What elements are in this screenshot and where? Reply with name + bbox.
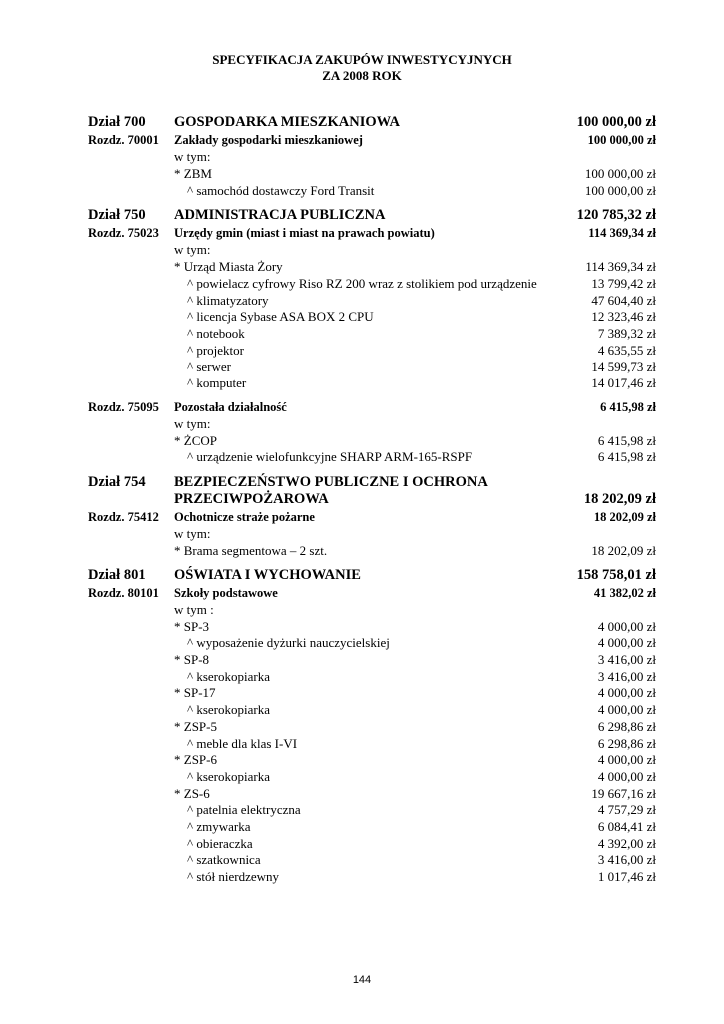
item-row — [0, 182, 724, 199]
row-label: w tym: — [174, 149, 211, 164]
item-row — [0, 668, 724, 685]
row-label: * ŻCOP — [174, 433, 217, 448]
including-row — [0, 525, 724, 542]
row-label: ^ urządzenie wielofunkcyjne SHARP ARM-165-RSPF — [187, 449, 473, 464]
item-row — [0, 835, 724, 852]
row-label: ^ stół nierdzewny — [187, 869, 280, 884]
item-row — [0, 448, 724, 465]
document-title — [0, 52, 724, 84]
row-label: ^ meble dla klas I-VI — [187, 736, 298, 751]
unit-row — [0, 651, 724, 668]
row-label: w tym: — [174, 242, 211, 257]
unit-row — [0, 718, 724, 735]
unit-row — [0, 542, 724, 559]
row-amount: 100 000,00 zł — [584, 166, 656, 181]
row-label: ^ klimatyzatory — [187, 293, 269, 308]
row-amount: 6 415,98 zł — [600, 400, 656, 414]
classification-code: Rozdz. 75095 — [88, 400, 159, 414]
chapter-row — [0, 585, 724, 602]
classification-code: Rozdz. 75412 — [88, 510, 159, 524]
row-label: Urzędy gmin (miast i miast na prawach powiatu) — [174, 226, 435, 240]
row-label: Szkoły podstawowe — [174, 586, 278, 600]
row-amount: 1 017,46 zł — [597, 869, 656, 884]
item-row — [0, 275, 724, 292]
row-label: * ZSP-6 — [174, 752, 217, 767]
row-amount: 7 389,32 zł — [597, 326, 656, 341]
row-label: w tym : — [174, 602, 214, 617]
unit-row — [0, 618, 724, 635]
title-line-1: SPECYFIKACJA ZAKUPÓW INWESTYCYJNYCH — [212, 52, 512, 67]
unit-row — [0, 751, 724, 768]
classification-code: Dział 801 — [88, 567, 146, 583]
row-amount: 18 202,09 zł — [591, 543, 656, 558]
row-label: * ZBM — [174, 166, 212, 181]
row-amount: 100 000,00 zł — [584, 183, 656, 198]
item-row — [0, 374, 724, 391]
chapter-row — [0, 225, 724, 242]
item-row — [0, 801, 724, 818]
row-label: ^ serwer — [187, 359, 231, 374]
row-amount: 4 635,55 zł — [597, 343, 656, 358]
row-amount: 19 667,16 zł — [591, 786, 656, 801]
row-amount: 3 416,00 zł — [597, 852, 656, 867]
row-amount: 41 382,02 zł — [593, 586, 656, 600]
row-amount: 12 323,46 zł — [591, 309, 656, 324]
row-amount: 18 202,09 zł — [583, 491, 656, 507]
item-row — [0, 292, 724, 309]
row-label: ^ zmywarka — [187, 819, 251, 834]
row-amount: 4 000,00 zł — [597, 752, 656, 767]
row-label: * SP-17 — [174, 685, 216, 700]
unit-row — [0, 432, 724, 449]
row-amount: 47 604,40 zł — [591, 293, 656, 308]
item-row — [0, 818, 724, 835]
row-label: ^ powielacz cyfrowy Riso RZ 200 wraz z stolikiem pod urządzenie — [187, 276, 537, 291]
row-amount: 6 298,86 zł — [597, 719, 656, 734]
row-label: ^ szatkownica — [187, 852, 261, 867]
row-amount: 6 415,98 zł — [597, 449, 656, 464]
section-row — [0, 114, 724, 131]
classification-code: Rozdz. 80101 — [88, 586, 159, 600]
chapter-row — [0, 399, 724, 416]
row-label: Zakłady gospodarki mieszkaniowej — [174, 133, 363, 147]
row-amount: 120 785,32 zł — [576, 207, 656, 223]
chapter-row — [0, 132, 724, 149]
row-amount: 3 416,00 zł — [597, 669, 656, 684]
row-amount: 3 416,00 zł — [597, 652, 656, 667]
row-label: * Brama segmentowa – 2 szt. — [174, 543, 328, 558]
row-amount: 6 298,86 zł — [597, 736, 656, 751]
row-amount: 114 369,34 zł — [585, 259, 656, 274]
including-row — [0, 601, 724, 618]
row-amount: 4 000,00 zł — [597, 685, 656, 700]
row-amount: 14 599,73 zł — [591, 359, 656, 374]
row-label: * ZS-6 — [174, 786, 210, 801]
row-label: w tym: — [174, 526, 211, 541]
row-amount: 4 000,00 zł — [597, 635, 656, 650]
classification-code: Rozdz. 70001 — [88, 133, 159, 147]
row-label: w tym: — [174, 416, 211, 431]
row-amount: 4 000,00 zł — [597, 619, 656, 634]
item-row — [0, 768, 724, 785]
row-label: * SP-8 — [174, 652, 210, 667]
row-amount: 6 415,98 zł — [597, 433, 656, 448]
row-label: ^ licencja Sybase ASA BOX 2 CPU — [187, 309, 374, 324]
row-label: ^ kserokopiarka — [187, 769, 270, 784]
title-line-2: ZA 2008 ROK — [322, 68, 402, 83]
chapter-row — [0, 509, 724, 526]
row-label: * SP-3 — [174, 619, 210, 634]
including-row — [0, 415, 724, 432]
row-label: ^ projektor — [187, 343, 245, 358]
item-row — [0, 634, 724, 651]
row-amount: 100 000,00 zł — [576, 114, 656, 130]
row-label: ^ obieraczka — [187, 836, 253, 851]
row-label: ^ patelnia elektryczna — [187, 802, 301, 817]
classification-code: Dział 754 — [88, 474, 146, 490]
row-label: ^ samochód dostawczy Ford Transit — [187, 183, 375, 198]
row-label: GOSPODARKA MIESZKANIOWA — [174, 114, 400, 130]
row-label: ^ kserokopiarka — [187, 702, 270, 717]
item-row — [0, 342, 724, 359]
row-label: ^ wyposażenie dyżurki nauczycielskiej — [187, 635, 390, 650]
unit-row — [0, 165, 724, 182]
item-row — [0, 868, 724, 885]
unit-row — [0, 785, 724, 802]
row-amount: 14 017,46 zł — [591, 375, 656, 390]
row-amount: 4 000,00 zł — [597, 702, 656, 717]
row-label: OŚWIATA I WYCHOWANIE — [174, 567, 361, 583]
row-label: ADMINISTRACJA PUBLICZNA — [174, 207, 386, 223]
row-label: Ochotnicze straże pożarne — [174, 510, 315, 524]
item-row — [0, 701, 724, 718]
row-label: * Urząd Miasta Żory — [174, 259, 283, 274]
item-row — [0, 325, 724, 342]
row-amount: 4 000,00 zł — [597, 769, 656, 784]
section-row — [0, 207, 724, 224]
row-label: Pozostała działalność — [174, 400, 287, 414]
row-amount: 114 369,34 zł — [588, 226, 656, 240]
row-amount: 6 084,41 zł — [597, 819, 656, 834]
classification-code: Dział 750 — [88, 207, 146, 223]
unit-row — [0, 684, 724, 701]
row-amount: 13 799,42 zł — [591, 276, 656, 291]
section-row — [0, 567, 724, 584]
section-row — [0, 474, 724, 491]
row-amount: 158 758,01 zł — [576, 567, 656, 583]
row-label: * ZSP-5 — [174, 719, 217, 734]
item-row — [0, 735, 724, 752]
row-label: ^ notebook — [187, 326, 245, 341]
classification-code: Dział 700 — [88, 114, 146, 130]
row-label: BEZPIECZEŃSTWO PUBLICZNE I OCHRONA — [174, 474, 488, 490]
row-amount: 4 757,29 zł — [597, 802, 656, 817]
row-label: PRZECIWPOŻAROWA — [174, 491, 329, 507]
row-amount: 4 392,00 zł — [597, 836, 656, 851]
row-label: ^ komputer — [187, 375, 247, 390]
including-row — [0, 241, 724, 258]
classification-code: Rozdz. 75023 — [88, 226, 159, 240]
row-amount: 18 202,09 zł — [593, 510, 656, 524]
item-row — [0, 851, 724, 868]
item-row — [0, 358, 724, 375]
including-row — [0, 148, 724, 165]
unit-row — [0, 258, 724, 275]
section-row — [0, 491, 724, 508]
row-label: ^ kserokopiarka — [187, 669, 270, 684]
page-number: 144 — [352, 974, 372, 986]
item-row — [0, 308, 724, 325]
row-amount: 100 000,00 zł — [587, 133, 656, 147]
